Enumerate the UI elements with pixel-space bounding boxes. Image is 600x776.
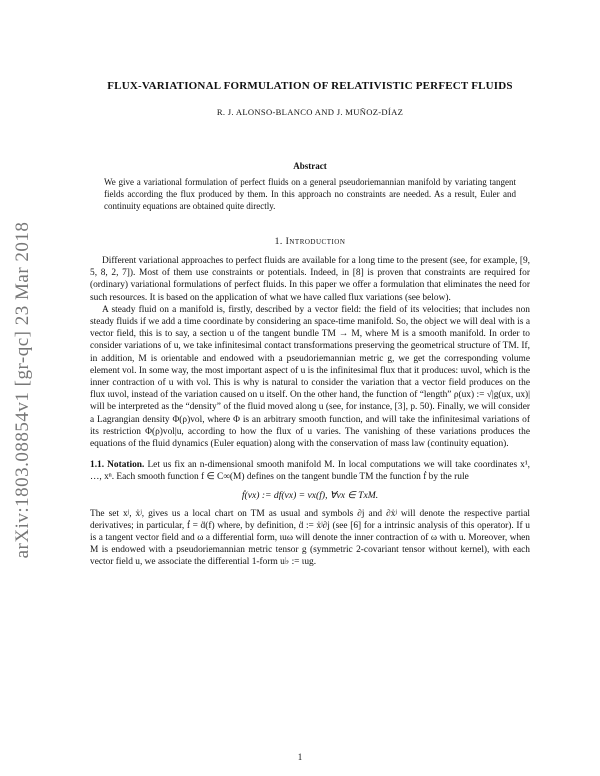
arxiv-identifier: arXiv:1803.08854v1 [gr-qc] 23 Mar 2018 — [12, 221, 33, 559]
abstract-text: We give a variational formulation of perfect fluids on a general pseudoriemannian manifold by variating tangent fields according the flux produced by them. In this approach no constraints are needed. As a result, Euler and continuity equations are obtained quite directly. — [104, 177, 516, 211]
section-heading — [90, 236, 530, 247]
intro-paragraph-2: A steady fluid on a manifold is, firstly, described by a vector field: the field of its velocities; that includes non steady fluids if we add a time coordinate by considering an space-time manifold. So, the object we will deal with is a vector field, this is to say, a section u of the tangent bundle TM → M, where M is a smooth manifold. In order to consider variations of u, we take infinitesimal contact transformations preserving the geometrical structure of TM. If, in addition, M is orientable and endowed with a pseudoriemannian metric g, we get the corresponding volume element vol. In some way, the most important aspect of u is the infinitesimal flux that it produces: ιuvol, which is the inner contraction of u with vol. This is why is natural to consider the variation that a vector field produces on the flux ιuvol, instead of the variation caused on u itself. On the other hand, the function of “length” ρ(ux) := √|g(ux, ux)| will be interpreted as the “density” of the fluid moved along u (see, for instance, [3], p. 50). Finally, we will consider a Lagrangian density Φ(ρ)vol, where Φ is an arbitrary smooth function, and will take the infinitesimal variations of its restriction Φ(ρ)vol|u, according to how the flux of u varies. The vanishing of these variations produces the equations of the fluid dynamics (Euler equation) along with the conservation of mass law (continuity equation). — [90, 304, 530, 450]
paper-authors: R. J. ALONSO-BLANCO AND J. MUÑOZ-DÍAZ — [216, 107, 404, 117]
notation-paragraph — [90, 459, 530, 483]
abstract-heading: Abstract — [293, 161, 327, 171]
notation-text: Let us fix an n-dimensional smooth manifold M. In local computations we will take coordinates x¹, …, xⁿ. Each smooth function f ∈ C∞(M) defines on the tangent bundle TM the function ḟ by the rule — [90, 460, 531, 483]
paper-page — [90, 80, 530, 569]
intro-paragraph-1: Different variational approaches to perfect fluids are available for a long time to the present (see, for example, [9, 5, 8, 2, 7]). Most of them use constraints or potentials. Indeed, in [8] is proven that constraints are required for (ordinary) variational formulations of perfect fluids. In this paper we offer a formulation that eliminates the need for such resources. It is based on the application of what we have called flux variations (see below). — [90, 256, 530, 303]
arxiv-sidebar — [8, 170, 38, 610]
notation-equation: ḟ(vx) := df(vx) = vx(f), ∀vx ∈ TxM. — [241, 489, 379, 501]
paper-title: FLUX-VARIATIONAL FORMULATION OF RELATIVISTIC PERFECT FLUIDS — [107, 80, 513, 92]
notation-label: 1.1. Notation. — [90, 460, 145, 471]
page-number: 1 — [297, 752, 303, 762]
notation-after-paragraph: The set xʲ, ẋʲ, gives us a local chart on TM as usual and symbols ∂j and ∂ẋʲ will denote the respective partial derivatives; in particular, ḟ = ḋ(f) where, by definition, ḋ := ẋʲ∂j (see [6] for a intrinsic analysis of this operator). If u is a tangent vector field and ω a differential form, ιuω will denote the inner contraction of ω with u. Moreover, when M is endowed with a pseudoriemannian metric tensor g (symmetric 2-covariant tensor without kernel), with each vector field u, we associate the differential 1-form u♭ := ιug. — [90, 508, 530, 568]
section-number: 1. — [274, 236, 283, 247]
section-title: Introduction — [285, 236, 346, 247]
